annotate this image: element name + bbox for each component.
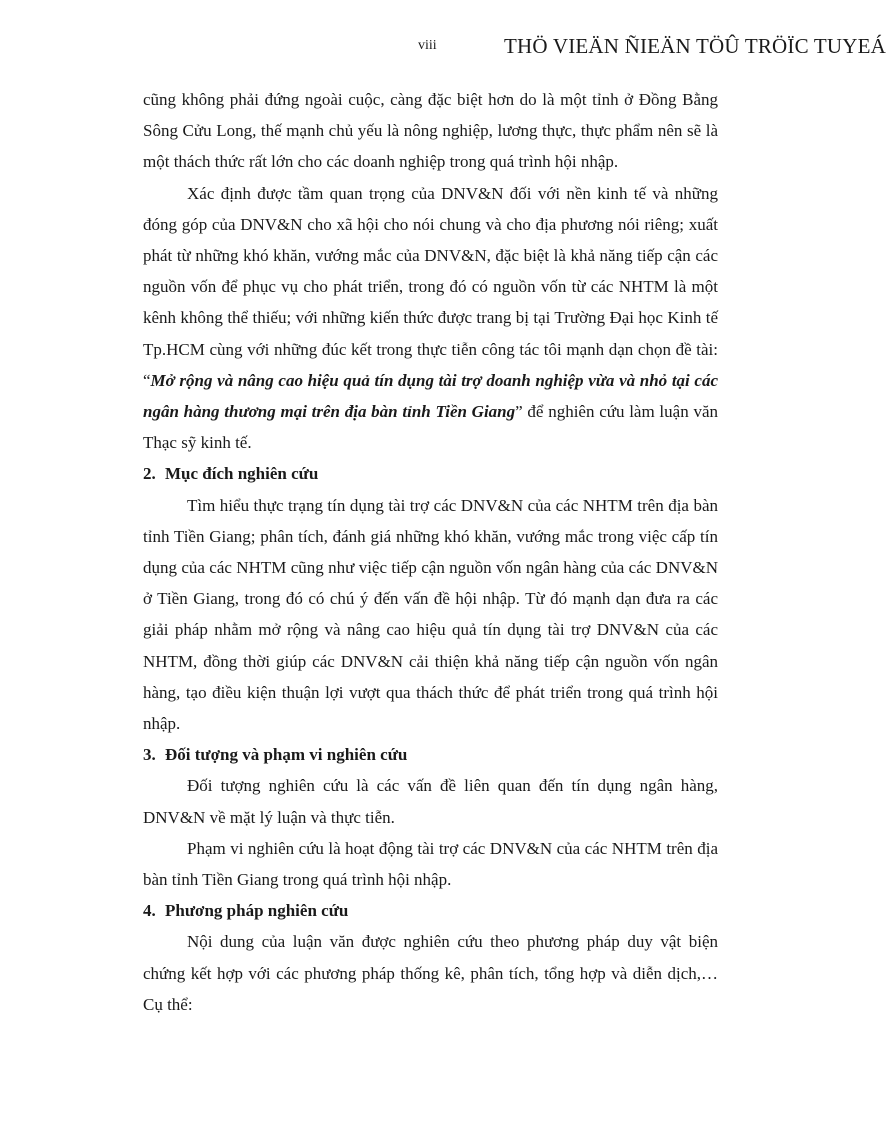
intro-paragraph-2-end: ” để nghiên cứu làm luận văn Thạc sỹ kinh tế. — [143, 402, 718, 453]
page-header — [0, 34, 886, 62]
section-heading-method — [143, 895, 718, 926]
section-heading-purpose — [143, 458, 718, 489]
purpose-paragraph: Tìm hiểu thực trạng tín dụng tài trợ các DNV&N của các NHTM trên địa bàn tỉnh Tiền Giang; phân tích, đánh giá những khó khăn, vướng mắc trong việc cấp tín dụng của các NHTM cũng như việc tiếp cận nguồn vốn ngân hàng của các DNV&N ở Tiền Giang, trong đó có chú ý đến vấn đề hội nhập. Từ đó mạnh dạn đưa ra các giải pháp nhằm mở rộng và nâng cao hiệu quả tín dụng tài trợ DNV&N của các NHTM, đồng thời giúp các DNV&N cải thiện khả năng tiếp cận nguồn vốn ngân hàng, tạo điều kiện thuận lợi vượt qua thách thức để phát triển trong quá trình hội nhập. — [143, 495, 718, 734]
section-title: Mục đích nghiên cứu — [165, 464, 319, 484]
method-paragraph: Nội dung của luận văn được nghiên cứu theo phương pháp duy vật biện chứng kết hợp với các phương pháp thống kê, phân tích, tổng hợp và diễn dịch,…Cụ thể: — [143, 932, 718, 1014]
scope-paragraph-object: Đối tượng nghiên cứu là các vấn đề liên quan đến tín dụng ngân hàng, DNV&N về mặt lý luận và thực tiễn. — [143, 776, 718, 827]
library-banner: THÖ VIEÄN ÑIEÄN TÖÛ TRÖÏC TUYEÁ — [504, 34, 886, 58]
thesis-title: Mở rộng và nâng cao hiệu quả tín dụng tài trợ doanh nghiệp vừa và nhỏ tại các ngân hàng thương mại trên địa bàn tỉnh Tiền Giang — [143, 370, 718, 422]
section-number: 4. — [143, 901, 156, 921]
intro-paragraph-2 — [143, 178, 718, 459]
scope-paragraph-range: Phạm vi nghiên cứu là hoạt động tài trợ các DNV&N của các NHTM trên địa bàn tỉnh Tiền Giang trong quá trình hội nhập. — [143, 838, 718, 890]
intro-paragraph-1: cũng không phải đứng ngoài cuộc, càng đặc biệt hơn do là một tỉnh ở Đồng Bằng Sông Cửu Long, thế mạnh chủ yếu là nông nghiệp, lương thực, thực phẩm nên sẽ là một thách thức rất lớn cho các doanh nghiệp trong quá trình hội nhập. — [143, 90, 718, 172]
page-number: viii — [418, 38, 437, 53]
section-heading-scope — [143, 739, 718, 770]
intro-paragraph-2-text: Xác định được tầm quan trọng của DNV&N đối với nền kinh tế và những đóng góp của DNV&N cho xã hội cho nói chung và cho địa phương nói riêng; xuất phát từ những khó khăn, vướng mắc của DNV&N, đặc biệt là khả năng tiếp cận các nguồn vốn để phục vụ cho phát triển, trong đó có nguồn vốn từ các NHTM là một kênh không thể thiếu; với những kiến thức được trang bị tại Trường Đại học Kinh tế Tp.HCM cùng với những đúc kết trong thực tiễn công tác tôi mạnh dạn chọn đề tài: “ — [143, 183, 718, 390]
section-number: 2. — [143, 464, 156, 484]
section-title: Phương pháp nghiên cứu — [165, 901, 349, 921]
document-body — [143, 84, 718, 1020]
section-title: Đối tượng và phạm vi nghiên cứu — [165, 745, 408, 765]
section-number: 3. — [143, 745, 156, 765]
